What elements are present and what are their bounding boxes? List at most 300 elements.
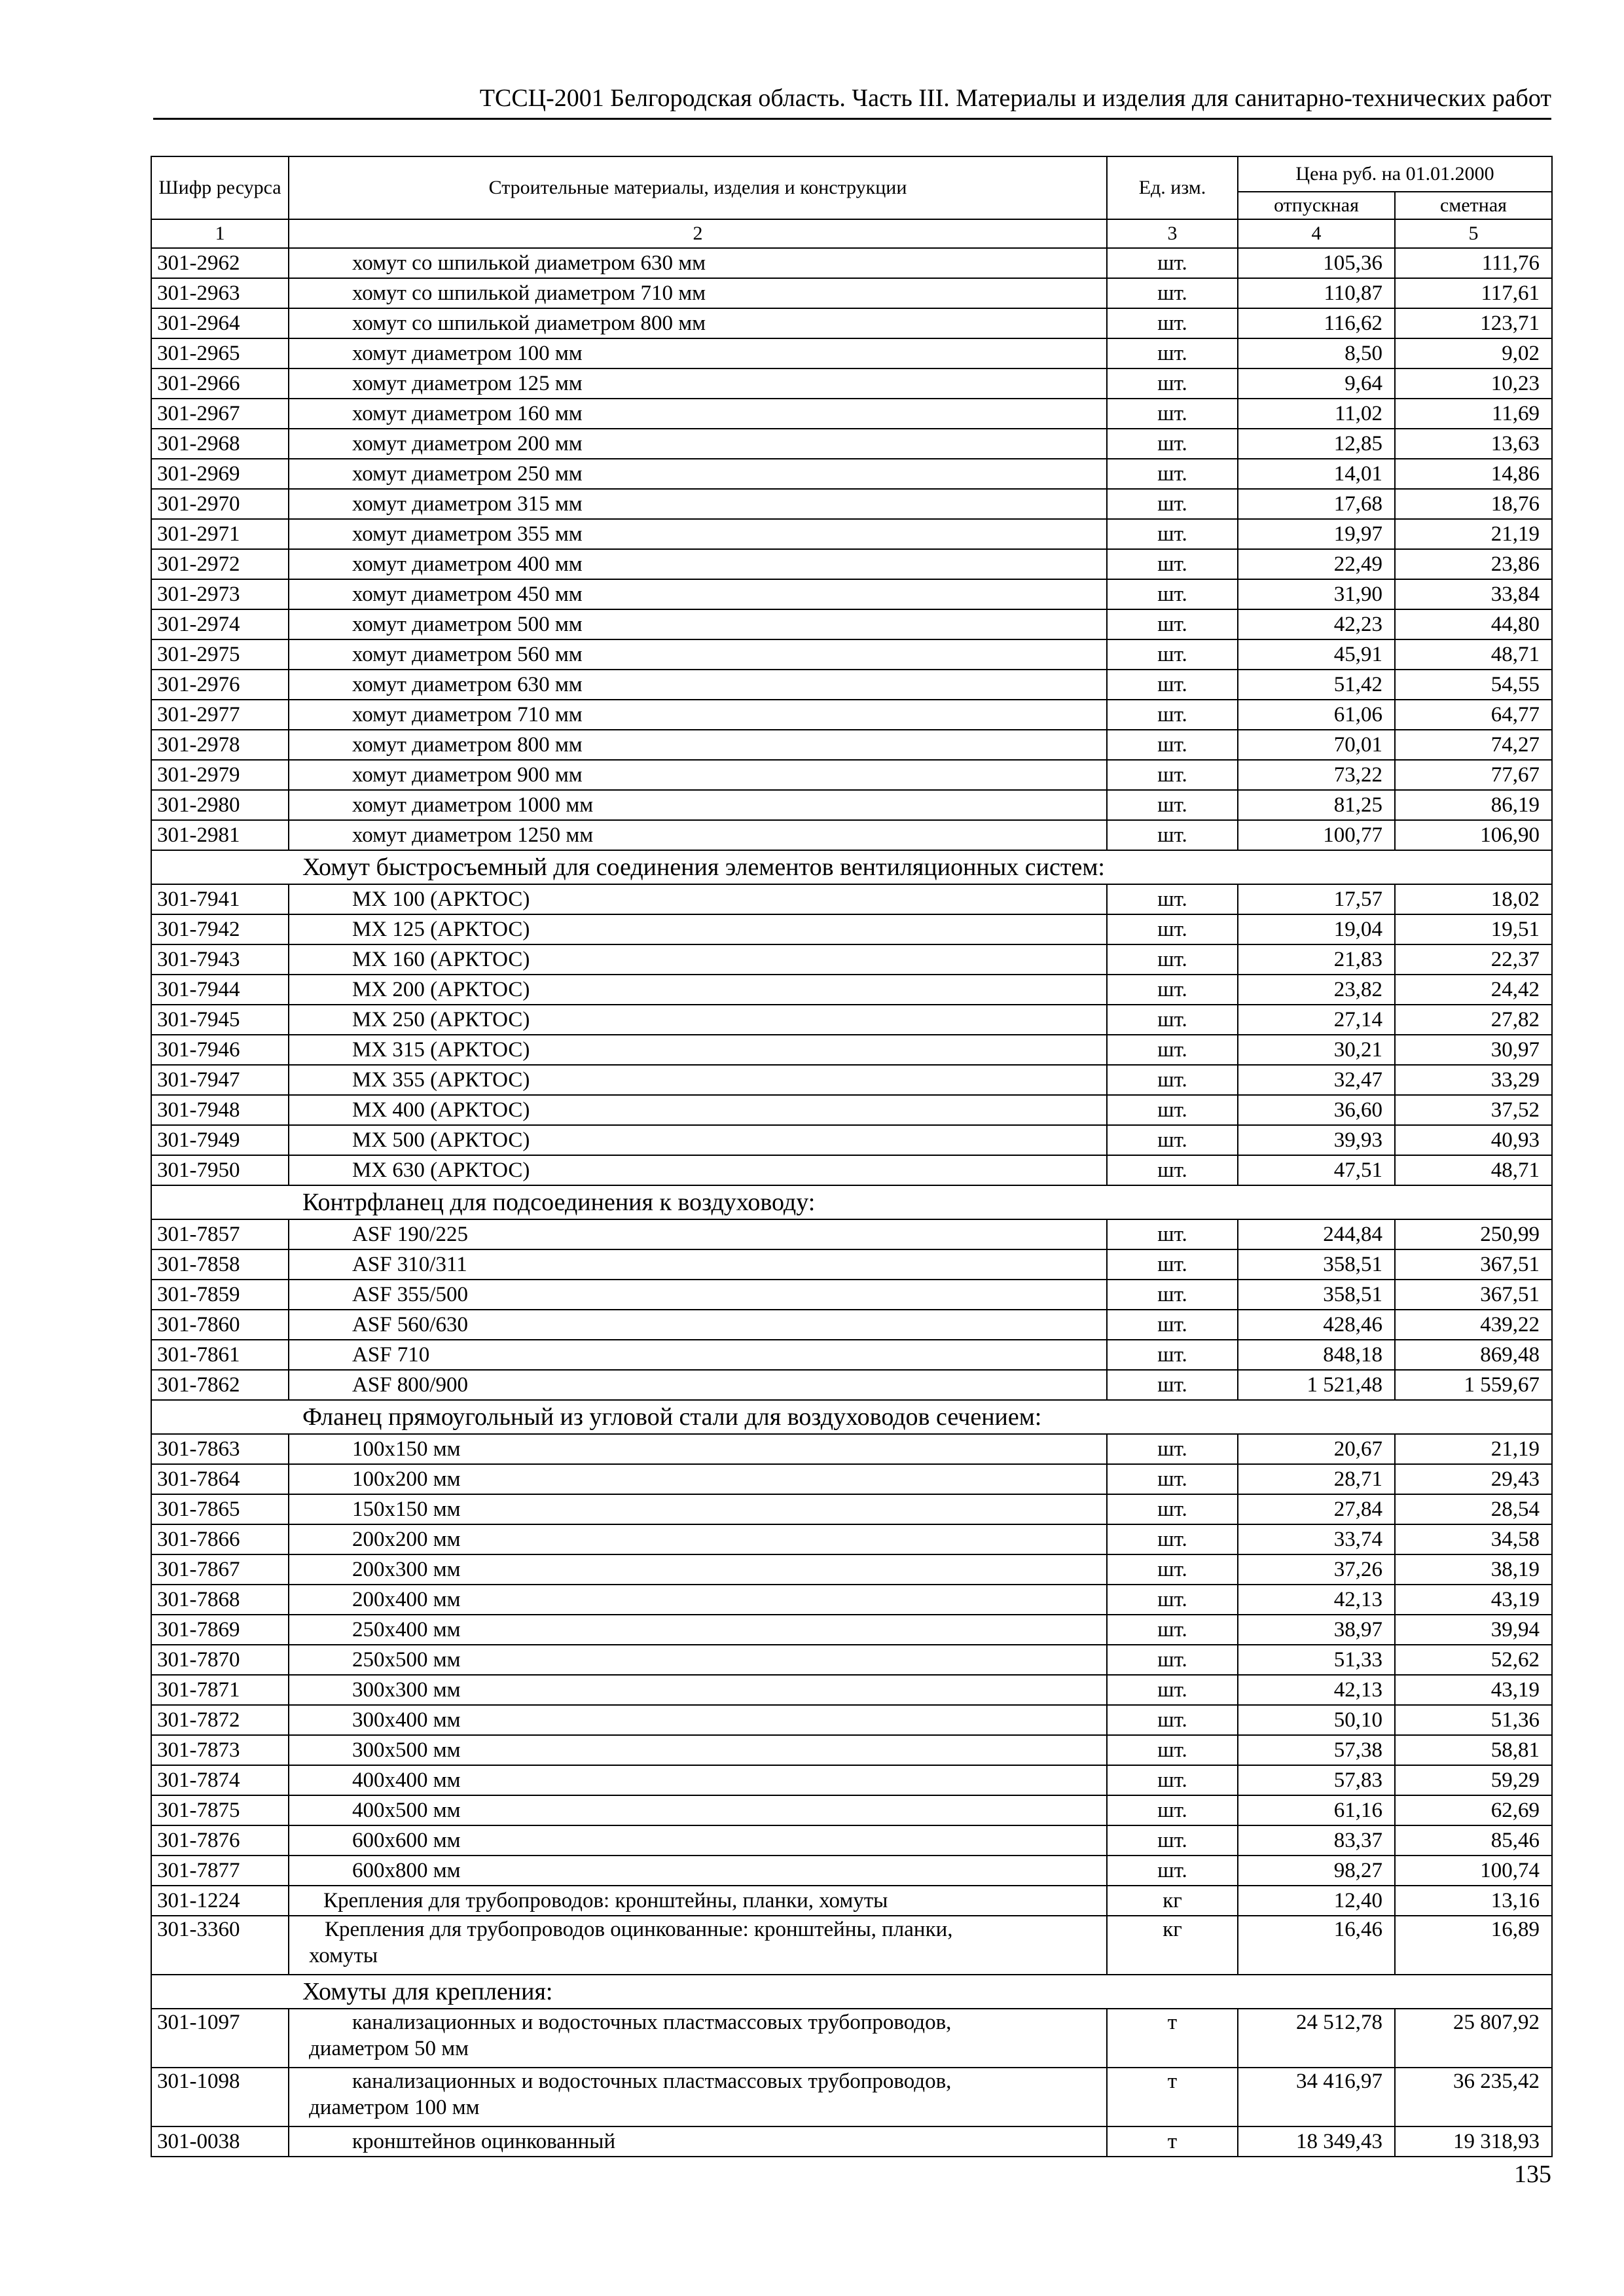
price-table-container	[151, 156, 1551, 2157]
resource-code: 301-2969	[151, 459, 289, 489]
material-name: хомут диаметром 200 мм	[289, 429, 1107, 459]
material-name: MX 315 (АРКТОС)	[289, 1035, 1107, 1065]
resource-code: 301-7873	[151, 1735, 289, 1765]
unit-cell: шт.	[1107, 519, 1238, 549]
release-price: 57,38	[1238, 1735, 1395, 1765]
estimate-price: 48,71	[1395, 1155, 1552, 1185]
resource-code: 301-2980	[151, 790, 289, 820]
table-row	[151, 1916, 1552, 1975]
table-row	[151, 2126, 1552, 2157]
table-body	[151, 248, 1552, 2157]
resource-code: 301-7857	[151, 1219, 289, 1249]
table-row	[151, 914, 1552, 944]
table-row	[151, 1249, 1552, 1280]
release-price: 19,04	[1238, 914, 1395, 944]
table-row	[151, 519, 1552, 549]
release-price: 358,51	[1238, 1280, 1395, 1310]
resource-code: 301-7858	[151, 1249, 289, 1280]
material-name: хомут диаметром 160 мм	[289, 399, 1107, 429]
resource-code: 301-7861	[151, 1340, 289, 1370]
estimate-price: 9,02	[1395, 338, 1552, 368]
release-price: 27,14	[1238, 1005, 1395, 1035]
estimate-price: 10,23	[1395, 368, 1552, 399]
estimate-price: 85,46	[1395, 1825, 1552, 1856]
table-row	[151, 1310, 1552, 1340]
resource-code: 301-2978	[151, 730, 289, 760]
material-name: кронштейнов оцинкованный	[289, 2126, 1107, 2157]
table-row	[151, 700, 1552, 730]
estimate-price: 30,97	[1395, 1035, 1552, 1065]
header-rule	[153, 118, 1551, 120]
table-row	[151, 730, 1552, 760]
unit-cell: шт.	[1107, 639, 1238, 670]
unit-cell: шт.	[1107, 1856, 1238, 1886]
material-name: MX 500 (АРКТОС)	[289, 1125, 1107, 1155]
material-name: хомут диаметром 560 мм	[289, 639, 1107, 670]
estimate-price: 77,67	[1395, 760, 1552, 790]
material-name-line: хомуты	[309, 1944, 378, 1967]
table-row	[151, 1370, 1552, 1400]
release-price: 31,90	[1238, 579, 1395, 609]
release-price: 51,33	[1238, 1645, 1395, 1675]
page-number: 135	[1514, 2161, 1551, 2188]
section-heading-row	[151, 850, 1552, 884]
estimate-price: 40,93	[1395, 1125, 1552, 1155]
resource-code: 301-7950	[151, 1155, 289, 1185]
material-name	[289, 1916, 1107, 1975]
material-name: 300x300 мм	[289, 1675, 1107, 1705]
unit-cell: шт.	[1107, 248, 1238, 278]
table-row	[151, 1494, 1552, 1524]
table-row	[151, 1035, 1552, 1065]
release-price: 37,26	[1238, 1554, 1395, 1585]
release-price: 14,01	[1238, 459, 1395, 489]
release-price: 39,93	[1238, 1125, 1395, 1155]
material-name: 600x800 мм	[289, 1856, 1107, 1886]
release-price: 22,49	[1238, 549, 1395, 579]
unit-cell: шт.	[1107, 549, 1238, 579]
resource-code: 301-2967	[151, 399, 289, 429]
unit-cell: шт.	[1107, 944, 1238, 975]
release-price: 81,25	[1238, 790, 1395, 820]
estimate-price: 19,51	[1395, 914, 1552, 944]
release-price: 244,84	[1238, 1219, 1395, 1249]
resource-code: 301-7870	[151, 1645, 289, 1675]
resource-code: 301-7876	[151, 1825, 289, 1856]
resource-code: 301-2970	[151, 489, 289, 519]
unit-cell: т	[1107, 2068, 1238, 2126]
estimate-price: 43,19	[1395, 1675, 1552, 1705]
column-header-code: Шифр ресурса	[151, 156, 289, 219]
table-row	[151, 1340, 1552, 1370]
resource-code: 301-7874	[151, 1765, 289, 1795]
resource-code: 301-7869	[151, 1615, 289, 1645]
resource-code: 301-7865	[151, 1494, 289, 1524]
material-name: 300x500 мм	[289, 1735, 1107, 1765]
resource-code: 301-7859	[151, 1280, 289, 1310]
material-name: хомут диаметром 710 мм	[289, 700, 1107, 730]
release-price: 83,37	[1238, 1825, 1395, 1856]
estimate-price: 29,43	[1395, 1464, 1552, 1494]
release-price: 110,87	[1238, 278, 1395, 308]
material-name: 200x200 мм	[289, 1524, 1107, 1554]
table-row	[151, 489, 1552, 519]
release-price: 42,13	[1238, 1585, 1395, 1615]
resource-code: 301-7875	[151, 1795, 289, 1825]
unit-cell: шт.	[1107, 1494, 1238, 1524]
estimate-price: 54,55	[1395, 670, 1552, 700]
resource-code: 301-7863	[151, 1434, 289, 1464]
estimate-price: 58,81	[1395, 1735, 1552, 1765]
table-row	[151, 2068, 1552, 2126]
column-header-estimate-price: сметная	[1395, 192, 1552, 219]
estimate-price: 19 318,93	[1395, 2126, 1552, 2157]
table-row	[151, 1280, 1552, 1310]
column-number: 1	[151, 219, 289, 248]
material-name: хомут диаметром 500 мм	[289, 609, 1107, 639]
column-number: 2	[289, 219, 1107, 248]
estimate-price: 367,51	[1395, 1249, 1552, 1280]
table-row	[151, 459, 1552, 489]
material-name: хомут диаметром 630 мм	[289, 670, 1107, 700]
table-row	[151, 790, 1552, 820]
material-name: 300x400 мм	[289, 1705, 1107, 1735]
resource-code: 301-0038	[151, 2126, 289, 2157]
estimate-price: 250,99	[1395, 1219, 1552, 1249]
estimate-price: 34,58	[1395, 1524, 1552, 1554]
release-price: 23,82	[1238, 975, 1395, 1005]
estimate-price: 51,36	[1395, 1705, 1552, 1735]
estimate-price: 25 807,92	[1395, 2009, 1552, 2068]
unit-cell: шт.	[1107, 1795, 1238, 1825]
resource-code: 301-2979	[151, 760, 289, 790]
section-heading-row	[151, 1185, 1552, 1219]
release-price: 20,67	[1238, 1434, 1395, 1464]
material-name: 100x200 мм	[289, 1464, 1107, 1494]
material-name-line: канализационных и водосточных пластмассовых трубопроводов,	[352, 2070, 952, 2093]
estimate-price: 39,94	[1395, 1615, 1552, 1645]
section-heading-row	[151, 1400, 1552, 1434]
table-row	[151, 429, 1552, 459]
table-row	[151, 1585, 1552, 1615]
table-row	[151, 1675, 1552, 1705]
resource-code: 301-2981	[151, 820, 289, 850]
unit-cell: шт.	[1107, 1340, 1238, 1370]
resource-code: 301-2968	[151, 429, 289, 459]
resource-code: 301-2966	[151, 368, 289, 399]
estimate-price: 28,54	[1395, 1494, 1552, 1524]
resource-code: 301-1224	[151, 1886, 289, 1916]
release-price: 36,60	[1238, 1095, 1395, 1125]
material-name: 400x400 мм	[289, 1765, 1107, 1795]
estimate-price: 33,29	[1395, 1065, 1552, 1095]
estimate-price: 111,76	[1395, 248, 1552, 278]
table-row	[151, 1825, 1552, 1856]
estimate-price: 18,02	[1395, 884, 1552, 914]
table-row	[151, 609, 1552, 639]
estimate-price: 14,86	[1395, 459, 1552, 489]
material-name: ASF 355/500	[289, 1280, 1107, 1310]
material-name: хомут диаметром 125 мм	[289, 368, 1107, 399]
table-row	[151, 884, 1552, 914]
column-header-price-group: Цена руб. на 01.01.2000	[1238, 156, 1552, 192]
resource-code: 301-1098	[151, 2068, 289, 2126]
material-name: Крепления для трубопроводов: кронштейны, планки, хомуты	[289, 1886, 1107, 1916]
unit-cell: шт.	[1107, 1554, 1238, 1585]
resource-code: 301-2964	[151, 308, 289, 338]
material-name: 400x500 мм	[289, 1795, 1107, 1825]
table-row	[151, 1705, 1552, 1735]
material-name: 200x400 мм	[289, 1585, 1107, 1615]
unit-cell: шт.	[1107, 670, 1238, 700]
table-row	[151, 944, 1552, 975]
resource-code: 301-2963	[151, 278, 289, 308]
release-price: 105,36	[1238, 248, 1395, 278]
estimate-price: 38,19	[1395, 1554, 1552, 1585]
estimate-price: 37,52	[1395, 1095, 1552, 1125]
unit-cell: шт.	[1107, 1645, 1238, 1675]
table-row	[151, 368, 1552, 399]
resource-code: 301-7942	[151, 914, 289, 944]
estimate-price: 24,42	[1395, 975, 1552, 1005]
material-name: 100x150 мм	[289, 1434, 1107, 1464]
table-row	[151, 1005, 1552, 1035]
resource-code: 301-7945	[151, 1005, 289, 1035]
estimate-price: 117,61	[1395, 278, 1552, 308]
column-number: 3	[1107, 219, 1238, 248]
resource-code: 301-1097	[151, 2009, 289, 2068]
release-price: 34 416,97	[1238, 2068, 1395, 2126]
release-price: 8,50	[1238, 338, 1395, 368]
section-heading: Хомуты для крепления:	[151, 1975, 1552, 2009]
release-price: 358,51	[1238, 1249, 1395, 1280]
unit-cell: шт.	[1107, 1005, 1238, 1035]
release-price: 428,46	[1238, 1310, 1395, 1340]
estimate-price: 18,76	[1395, 489, 1552, 519]
estimate-price: 11,69	[1395, 399, 1552, 429]
estimate-price: 43,19	[1395, 1585, 1552, 1615]
material-name: 150x150 мм	[289, 1494, 1107, 1524]
unit-cell: шт.	[1107, 884, 1238, 914]
material-name: хомут диаметром 1000 мм	[289, 790, 1107, 820]
unit-cell: шт.	[1107, 1095, 1238, 1125]
resource-code: 301-7868	[151, 1585, 289, 1615]
material-name: ASF 560/630	[289, 1310, 1107, 1340]
resource-code: 301-7947	[151, 1065, 289, 1095]
material-name-line: Крепления для трубопроводов оцинкованные: кронштейны, планки,	[325, 1918, 953, 1941]
resource-code: 301-7867	[151, 1554, 289, 1585]
material-name: MX 355 (АРКТОС)	[289, 1065, 1107, 1095]
unit-cell: шт.	[1107, 760, 1238, 790]
estimate-price: 27,82	[1395, 1005, 1552, 1035]
release-price: 28,71	[1238, 1464, 1395, 1494]
price-table	[151, 156, 1553, 2157]
unit-cell: шт.	[1107, 1065, 1238, 1095]
table-row	[151, 1524, 1552, 1554]
resource-code: 301-7946	[151, 1035, 289, 1065]
table-row	[151, 1219, 1552, 1249]
table-row	[151, 1125, 1552, 1155]
release-price: 33,74	[1238, 1524, 1395, 1554]
estimate-price: 48,71	[1395, 639, 1552, 670]
estimate-price: 62,69	[1395, 1795, 1552, 1825]
unit-cell: шт.	[1107, 1765, 1238, 1795]
table-row	[151, 549, 1552, 579]
table-row	[151, 670, 1552, 700]
release-price: 12,85	[1238, 429, 1395, 459]
material-name: 250x500 мм	[289, 1645, 1107, 1675]
unit-cell: шт.	[1107, 1155, 1238, 1185]
material-name: 600x600 мм	[289, 1825, 1107, 1856]
resource-code: 301-2965	[151, 338, 289, 368]
material-name: ASF 800/900	[289, 1370, 1107, 1400]
release-price: 32,47	[1238, 1065, 1395, 1095]
table-row	[151, 2009, 1552, 2068]
estimate-price: 123,71	[1395, 308, 1552, 338]
release-price: 848,18	[1238, 1340, 1395, 1370]
resource-code: 301-7877	[151, 1856, 289, 1886]
table-row	[151, 1434, 1552, 1464]
unit-cell: кг	[1107, 1886, 1238, 1916]
release-price: 57,83	[1238, 1765, 1395, 1795]
unit-cell: шт.	[1107, 1219, 1238, 1249]
material-name: ASF 310/311	[289, 1249, 1107, 1280]
release-price: 42,13	[1238, 1675, 1395, 1705]
table-row	[151, 1464, 1552, 1494]
column-header-unit: Ед. изм.	[1107, 156, 1238, 219]
unit-cell: шт.	[1107, 1434, 1238, 1464]
unit-cell: шт.	[1107, 700, 1238, 730]
page-header-title: ТССЦ-2001 Белгородская область. Часть III. Материалы и изделия для санитарно-технических работ	[479, 84, 1551, 112]
unit-cell: шт.	[1107, 1825, 1238, 1856]
estimate-price: 64,77	[1395, 700, 1552, 730]
estimate-price: 439,22	[1395, 1310, 1552, 1340]
column-number: 5	[1395, 219, 1552, 248]
material-name: MX 160 (АРКТОС)	[289, 944, 1107, 975]
material-name: хомут диаметром 800 мм	[289, 730, 1107, 760]
release-price: 18 349,43	[1238, 2126, 1395, 2157]
estimate-price: 869,48	[1395, 1340, 1552, 1370]
material-name: хомут со шпилькой диаметром 630 мм	[289, 248, 1107, 278]
release-price: 11,02	[1238, 399, 1395, 429]
unit-cell: шт.	[1107, 1675, 1238, 1705]
unit-cell: т	[1107, 2009, 1238, 2068]
estimate-price: 21,19	[1395, 519, 1552, 549]
table-row	[151, 760, 1552, 790]
resource-code: 301-7944	[151, 975, 289, 1005]
unit-cell: т	[1107, 2126, 1238, 2157]
material-name: хомут со шпилькой диаметром 800 мм	[289, 308, 1107, 338]
unit-cell: шт.	[1107, 489, 1238, 519]
table-row	[151, 278, 1552, 308]
unit-cell: шт.	[1107, 1310, 1238, 1340]
estimate-price: 36 235,42	[1395, 2068, 1552, 2126]
table-row	[151, 975, 1552, 1005]
resource-code: 301-2974	[151, 609, 289, 639]
unit-cell: шт.	[1107, 579, 1238, 609]
unit-cell: шт.	[1107, 1464, 1238, 1494]
resource-code: 301-7941	[151, 884, 289, 914]
material-name: 200x300 мм	[289, 1554, 1107, 1585]
estimate-price: 16,89	[1395, 1916, 1552, 1975]
release-price: 1 521,48	[1238, 1370, 1395, 1400]
unit-cell: шт.	[1107, 459, 1238, 489]
table-row	[151, 579, 1552, 609]
release-price: 38,97	[1238, 1615, 1395, 1645]
unit-cell: шт.	[1107, 1370, 1238, 1400]
resource-code: 301-7948	[151, 1095, 289, 1125]
release-price: 24 512,78	[1238, 2009, 1395, 2068]
resource-code: 301-2962	[151, 248, 289, 278]
resource-code: 301-3360	[151, 1916, 289, 1975]
material-name: хомут диаметром 315 мм	[289, 489, 1107, 519]
estimate-price: 106,90	[1395, 820, 1552, 850]
resource-code: 301-2971	[151, 519, 289, 549]
estimate-price: 52,62	[1395, 1645, 1552, 1675]
estimate-price: 21,19	[1395, 1434, 1552, 1464]
unit-cell: шт.	[1107, 1249, 1238, 1280]
material-name: хомут диаметром 450 мм	[289, 579, 1107, 609]
estimate-price: 13,63	[1395, 429, 1552, 459]
release-price: 16,46	[1238, 1916, 1395, 1975]
resource-code: 301-2976	[151, 670, 289, 700]
material-name: хомут диаметром 400 мм	[289, 549, 1107, 579]
material-name: хомут диаметром 900 мм	[289, 760, 1107, 790]
estimate-price: 44,80	[1395, 609, 1552, 639]
unit-cell: шт.	[1107, 1735, 1238, 1765]
release-price: 61,06	[1238, 700, 1395, 730]
material-name: хомут со шпилькой диаметром 710 мм	[289, 278, 1107, 308]
section-heading: Фланец прямоугольный из угловой стали для воздуховодов сечением:	[151, 1400, 1552, 1434]
release-price: 73,22	[1238, 760, 1395, 790]
column-header-release-price: отпускная	[1238, 192, 1395, 219]
material-name: MX 400 (АРКТОС)	[289, 1095, 1107, 1125]
table-row	[151, 308, 1552, 338]
material-name: 250x400 мм	[289, 1615, 1107, 1645]
release-price: 12,40	[1238, 1886, 1395, 1916]
material-name: хомут диаметром 355 мм	[289, 519, 1107, 549]
resource-code: 301-7872	[151, 1705, 289, 1735]
resource-code: 301-7862	[151, 1370, 289, 1400]
release-price: 21,83	[1238, 944, 1395, 975]
unit-cell: шт.	[1107, 1035, 1238, 1065]
column-header-name: Строительные материалы, изделия и конструкции	[289, 156, 1107, 219]
release-price: 42,23	[1238, 609, 1395, 639]
unit-cell: шт.	[1107, 914, 1238, 944]
unit-cell: шт.	[1107, 278, 1238, 308]
resource-code: 301-7943	[151, 944, 289, 975]
material-name: MX 630 (АРКТОС)	[289, 1155, 1107, 1185]
unit-cell: шт.	[1107, 429, 1238, 459]
estimate-price: 13,16	[1395, 1886, 1552, 1916]
estimate-price: 22,37	[1395, 944, 1552, 975]
material-name: ASF 190/225	[289, 1219, 1107, 1249]
material-name-line: канализационных и водосточных пластмассовых трубопроводов,	[352, 2011, 952, 2034]
release-price: 17,57	[1238, 884, 1395, 914]
material-name: MX 125 (АРКТОС)	[289, 914, 1107, 944]
table-row	[151, 399, 1552, 429]
resource-code: 301-2975	[151, 639, 289, 670]
column-number: 4	[1238, 219, 1395, 248]
material-name: MX 250 (АРКТОС)	[289, 1005, 1107, 1035]
material-name: хомут диаметром 1250 мм	[289, 820, 1107, 850]
release-price: 51,42	[1238, 670, 1395, 700]
unit-cell: шт.	[1107, 790, 1238, 820]
material-name	[289, 2068, 1107, 2126]
table-row	[151, 1886, 1552, 1916]
release-price: 50,10	[1238, 1705, 1395, 1735]
table-row	[151, 1795, 1552, 1825]
